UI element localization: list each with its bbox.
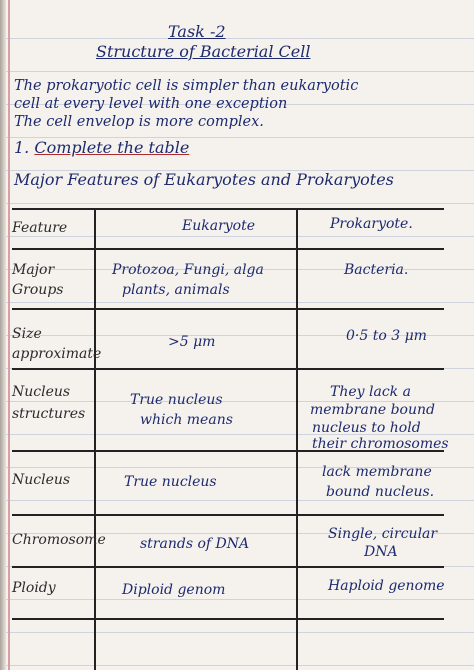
prokaryote-cell: their chromosomes	[312, 436, 449, 452]
margin-line	[8, 0, 10, 670]
prokaryote-cell: nucleus to hold	[312, 420, 421, 436]
table-rule	[12, 566, 444, 568]
header-eukaryote: Eukaryote	[182, 218, 256, 234]
feature-cell: structures	[12, 406, 86, 422]
prokaryote-cell: Haploid genome	[328, 578, 445, 594]
table-rule	[12, 368, 444, 370]
prokaryote-cell: They lack a	[330, 384, 411, 400]
table-heading: Major Features of Eukaryotes and Prokaryotes	[14, 170, 394, 189]
eukaryote-cell: Diploid genom	[122, 582, 226, 598]
table-rule	[12, 514, 444, 516]
instruction-number: 1.	[14, 138, 30, 157]
header-feature: Feature	[12, 220, 68, 236]
prokaryote-cell: Bacteria.	[344, 262, 409, 278]
eukaryote-cell: strands of DNA	[140, 536, 250, 552]
feature-cell: Nucleus	[12, 472, 71, 488]
table-rule	[12, 308, 444, 310]
prokaryote-cell: lack membrane	[322, 464, 432, 480]
feature-cell: Chromosome	[12, 532, 106, 548]
prokaryote-cell: Single, circular	[328, 526, 438, 542]
intro-line-1: The prokaryotic cell is simpler than eukaryotic	[14, 78, 359, 94]
table-column-rule	[94, 208, 96, 670]
feature-cell: Major	[12, 262, 55, 278]
prokaryote-cell: 0·5 to 3 μm	[346, 328, 427, 344]
notebook-binding	[0, 0, 6, 670]
feature-cell: approximate	[12, 346, 102, 362]
prokaryote-cell: bound nucleus.	[326, 484, 435, 500]
eukaryote-cell: plants, animals	[122, 282, 230, 298]
eukaryote-cell: Protozoa, Fungi, alga	[112, 262, 264, 278]
features-table	[12, 208, 449, 670]
instruction-text: Complete the table	[34, 138, 190, 157]
eukaryote-cell: True nucleus	[124, 474, 217, 490]
instruction	[14, 138, 189, 157]
feature-cell: Ploidy	[12, 580, 56, 596]
header-prokaryote: Prokaryote.	[330, 216, 413, 232]
table-rule	[12, 248, 444, 250]
prokaryote-cell: membrane bound	[310, 402, 435, 418]
prokaryote-cell: DNA	[364, 544, 398, 560]
feature-cell: Groups	[12, 282, 64, 298]
table-rule	[12, 208, 444, 210]
feature-cell: Size	[12, 326, 42, 342]
eukaryote-cell: >5 μm	[168, 334, 216, 350]
intro-line-3: The cell envelop is more complex.	[14, 114, 264, 130]
eukaryote-cell: which means	[140, 412, 233, 428]
page-title: Task -2	[168, 22, 226, 41]
page-subtitle: Structure of Bacterial Cell	[96, 42, 311, 61]
eukaryote-cell: True nucleus	[130, 392, 223, 408]
intro-line-2: cell at every level with one exception	[14, 96, 288, 112]
table-column-rule	[296, 208, 298, 670]
feature-cell: Nucleus	[12, 384, 71, 400]
table-rule	[12, 618, 444, 620]
